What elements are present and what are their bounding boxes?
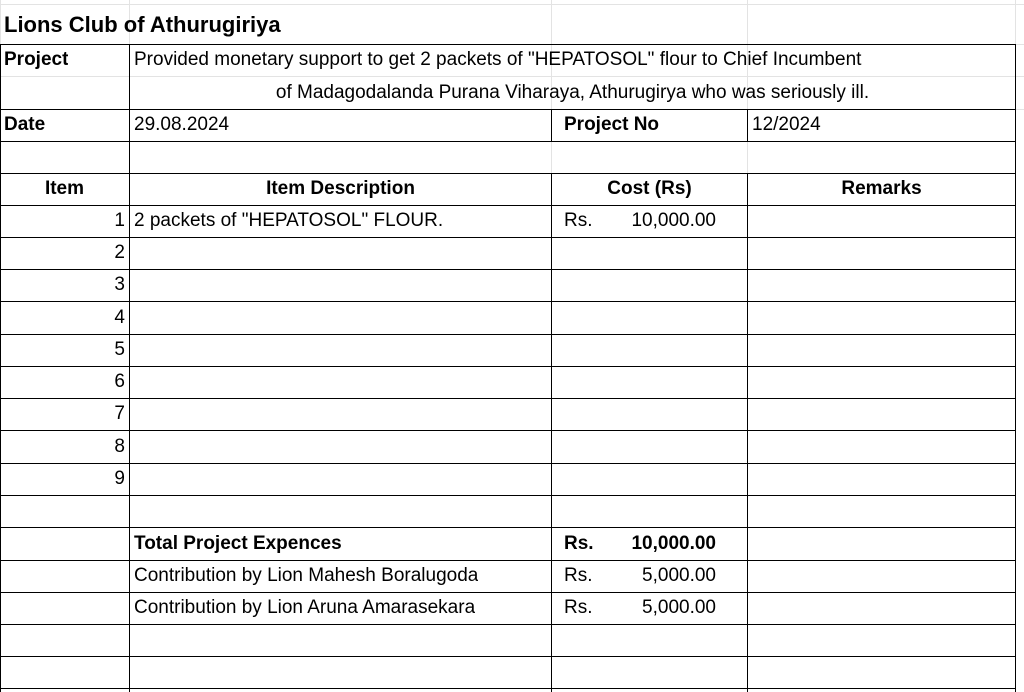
table-border [0, 688, 1016, 689]
project-label[interactable]: Project [4, 49, 69, 70]
table-border [0, 656, 1016, 657]
table-border [0, 141, 1016, 142]
column-header-cost[interactable]: Cost (Rs) [607, 178, 692, 199]
contribution-amount[interactable]: 5,000.00 [642, 597, 716, 618]
item-number[interactable]: 7 [114, 403, 125, 424]
item-number[interactable]: 4 [114, 307, 125, 328]
page-title[interactable]: Lions Club of Athurugiriya [4, 12, 281, 37]
table-border [551, 109, 552, 141]
item-number[interactable]: 9 [114, 468, 125, 489]
total-label[interactable]: Total Project Expences [134, 533, 342, 554]
project-no-label[interactable]: Project No [564, 114, 660, 135]
table-border [0, 463, 1016, 464]
table-border [0, 624, 1016, 625]
gridline [0, 4, 1024, 5]
total-amount[interactable]: 10,000.00 [631, 533, 716, 554]
contribution-currency[interactable]: Rs. [564, 597, 593, 618]
gridline [0, 76, 1024, 77]
table-border [747, 173, 748, 692]
item-number[interactable]: 5 [114, 339, 125, 360]
table-border [0, 430, 1016, 431]
table-border [0, 269, 1016, 270]
table-border [0, 495, 1016, 496]
item-cost[interactable]: 10,000.00 [631, 210, 716, 231]
column-header-item[interactable]: Item [44, 178, 85, 199]
table-border [0, 301, 1016, 302]
column-header-description[interactable]: Item Description [266, 178, 415, 199]
contribution-label[interactable]: Contribution by Lion Mahesh Boralugoda [134, 565, 479, 586]
item-number[interactable]: 2 [114, 242, 125, 263]
total-currency[interactable]: Rs. [564, 533, 594, 554]
table-border [747, 109, 748, 141]
table-border [0, 237, 1016, 238]
item-number[interactable]: 6 [114, 371, 125, 392]
contribution-amount[interactable]: 5,000.00 [642, 565, 716, 586]
table-border [0, 398, 1016, 399]
table-border [551, 173, 552, 692]
item-currency[interactable]: Rs. [564, 210, 593, 231]
item-number[interactable]: 1 [114, 210, 125, 231]
project-description-line1[interactable]: Provided monetary support to get 2 packets of "HEPATOSOL" flour to Chief Incumbent [134, 49, 862, 70]
table-border [0, 527, 1016, 528]
project-description-line2[interactable]: of Madagodalanda Purana Viharaya, Athurugirya who was seriously ill. [275, 82, 870, 103]
contribution-currency[interactable]: Rs. [564, 565, 593, 586]
column-header-remarks[interactable]: Remarks [841, 178, 922, 199]
item-description[interactable]: 2 packets of "HEPATOSOL" FLOUR. [134, 210, 444, 231]
item-number[interactable]: 8 [114, 436, 125, 457]
table-border [0, 334, 1016, 335]
table-border [0, 366, 1016, 367]
item-number[interactable]: 3 [114, 274, 125, 295]
date-label[interactable]: Date [4, 114, 46, 135]
project-no-value[interactable]: 12/2024 [752, 114, 821, 135]
contribution-label[interactable]: Contribution by Lion Aruna Amarasekara [134, 597, 476, 618]
date-value[interactable]: 29.08.2024 [134, 114, 230, 135]
